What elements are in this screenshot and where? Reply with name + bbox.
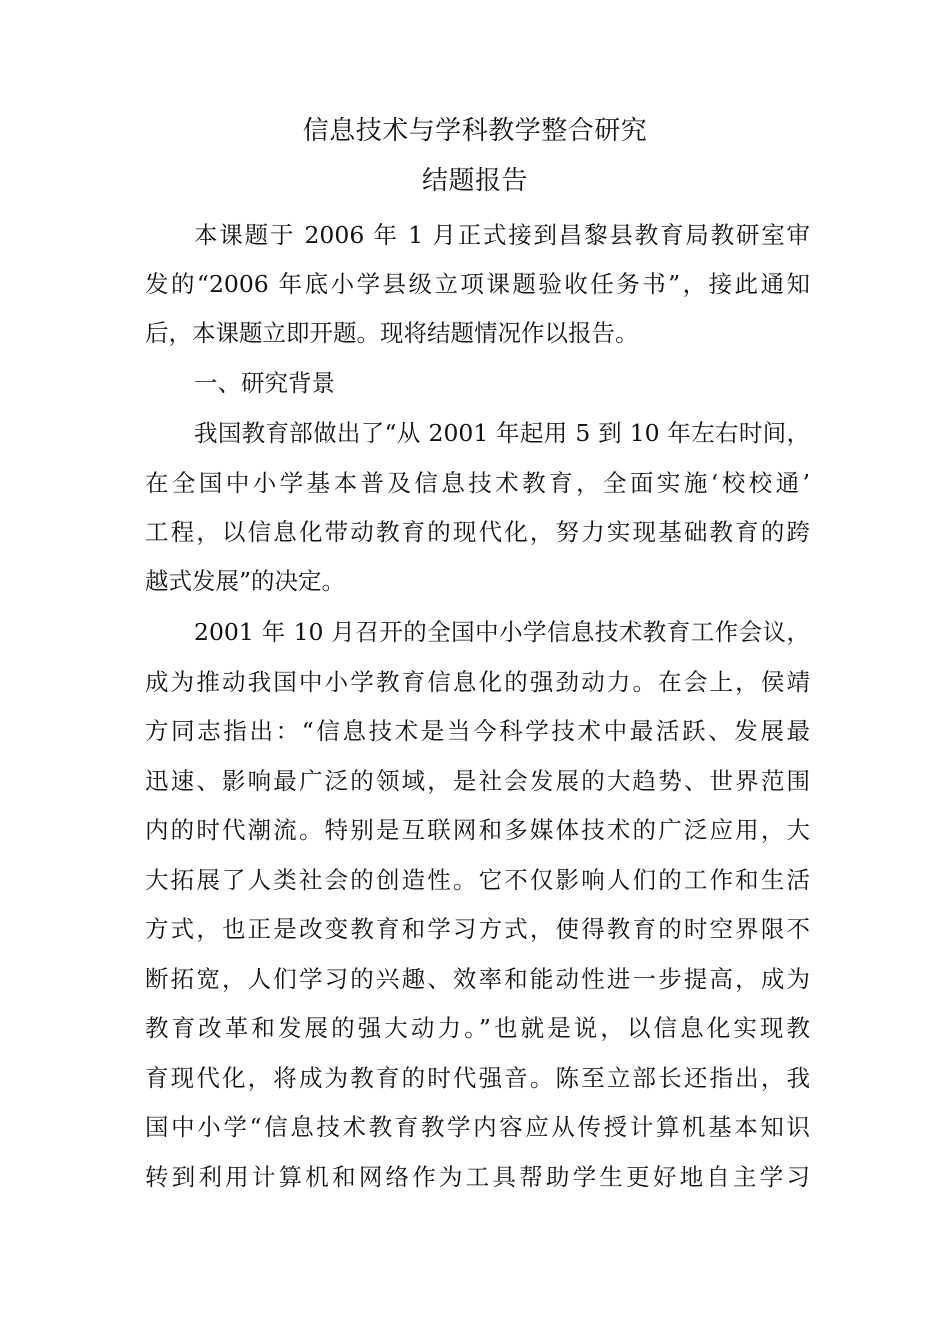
body-line: 本课题于 2006 年 1 月正式接到昌黎县教育局教研室审 — [194, 221, 810, 249]
body-line: 断拓宽，人们学习的兴趣、效率和能动性进一步提高，成为 — [145, 965, 810, 993]
body-line: 教育改革和发展的强大动力。”也就是说，以信息化实现教 — [145, 1014, 810, 1042]
body-line: 成为推动我国中小学教育信息化的强劲动力。在会上，侯靖 — [145, 668, 810, 696]
body-line: 大拓展了人类社会的创造性。它不仅影响人们的工作和生活 — [145, 866, 810, 894]
section-heading: 一、研究背景 — [194, 369, 335, 397]
body-line: 2001 年 10 月召开的全国中小学信息技术教育工作会议， — [194, 618, 810, 646]
body-line: 转到利用计算机和网络作为工具帮助学生更好地自主学习 — [145, 1163, 810, 1191]
body-line: 方同志指出：“信息技术是当今科学技术中最活跃、发展最 — [145, 717, 810, 745]
body-line: 方式，也正是改变教育和学习方式，使得教育的时空界限不 — [145, 915, 810, 943]
body-line: 内的时代潮流。特别是互联网和多媒体技术的广泛应用，大 — [145, 816, 810, 844]
body-line: 发的“2006 年底小学县级立项课题验收任务书”，接此通知 — [145, 270, 810, 298]
body-line: 迅速、影响最广泛的领域，是社会发展的大趋势、世界范围 — [145, 767, 810, 795]
body-line: 国中小学“信息技术教育教学内容应从传授计算机基本知识 — [145, 1113, 810, 1141]
body-line: 我国教育部做出了“从 2001 年起用 5 到 10 年左右时间， — [194, 419, 810, 447]
document-title: 信息技术与学科教学整合研究 — [302, 116, 648, 146]
body-line: 育现代化，将成为教育的时代强音。陈至立部长还指出，我 — [145, 1064, 810, 1092]
body-line: 工程，以信息化带动教育的现代化，努力实现基础教育的跨 — [145, 518, 810, 546]
body-line: 越式发展”的决定。 — [145, 567, 346, 595]
body-line: 后，本课题立即开题。现将结题情况作以报告。 — [145, 319, 639, 347]
body-line: 在全国中小学基本普及信息技术教育，全面实施‘校校通’ — [145, 469, 810, 497]
document-subtitle: 结题报告 — [421, 166, 528, 196]
